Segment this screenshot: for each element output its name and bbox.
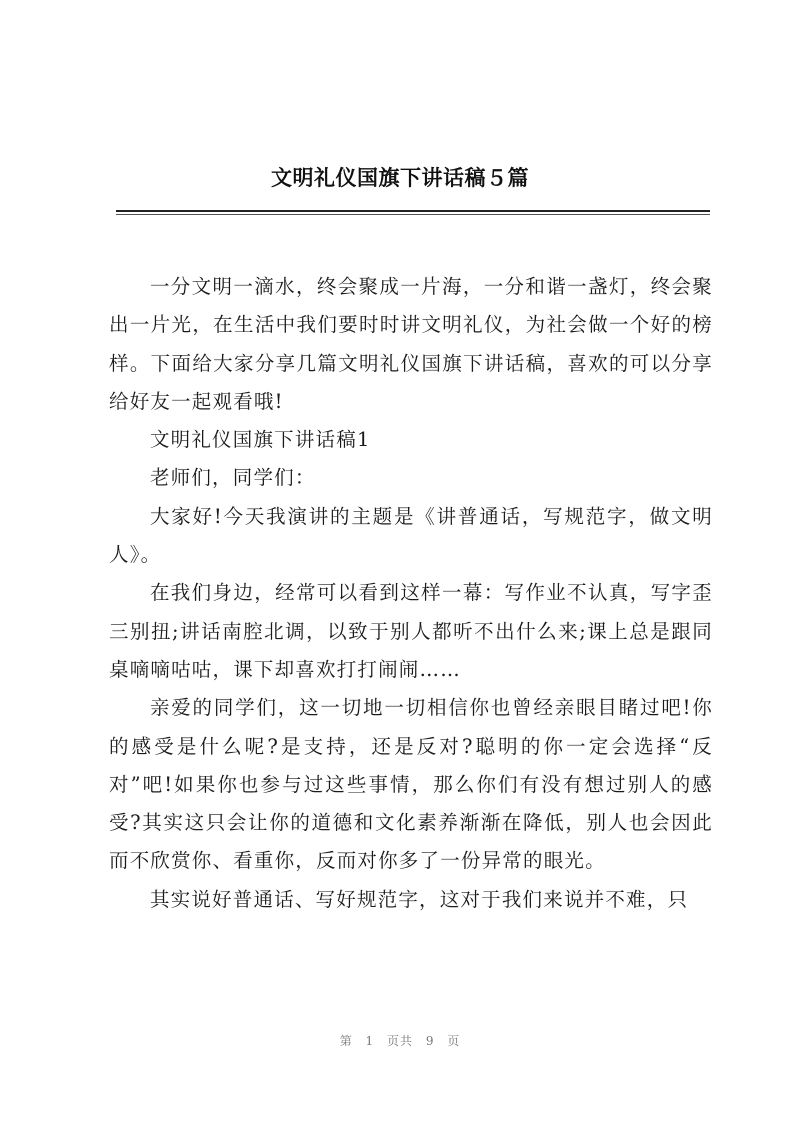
body-paragraph: 在我们身边，经常可以看到这样一幕：写作业不认真，写字歪三别扭;讲话南腔北调，以致于别人都听不出什么来;课上总是跟同桌嘀嘀咕咕，课下却喜欢打打闹闹…… [109, 581, 713, 681]
section-heading: 文明礼仪国旗下讲话稿1 [149, 428, 371, 452]
page-number-footer: 第 1 页共 9 页 [339, 1034, 461, 1048]
title-divider-thin [116, 214, 710, 215]
body-paragraph: 大家好!今天我演讲的主题是《讲普通话，写规范字，做文明人》。 [109, 504, 713, 567]
document-body [109, 268, 713, 919]
salutation: 老师们，同学们： [149, 466, 316, 490]
intro-paragraph: 一分文明一滴水，终会聚成一片海，一分和谐一盏灯，终会聚出一片光，在生活中我们要时时讲文明礼仪，为社会做一个好的榜样。下面给大家分享几篇文明礼仪国旗下讲话稿，喜欢的可以分享给好友一起观看哦! [109, 275, 713, 413]
body-paragraph: 亲爱的同学们，这一切地一切相信你也曾经亲眼目睹过吧!你的感受是什么呢?是支持，还是反对?聪明的你一定会选择“反对”吧!如果你也参与过这些事情，那么你们有没有想过别人的感受?其实这只会让你的道德和文化素养渐渐在降低，别人也会因此而不欣赏你、看重你，反而对你多了一份异常的眼光。 [109, 696, 713, 873]
title-divider-thick [116, 210, 710, 212]
body-paragraph: 其实说好普通话、写好规范字，这对于我们来说并不难，只 [149, 887, 689, 911]
document-title: 文明礼仪国旗下讲话稿５篇 [271, 165, 529, 190]
